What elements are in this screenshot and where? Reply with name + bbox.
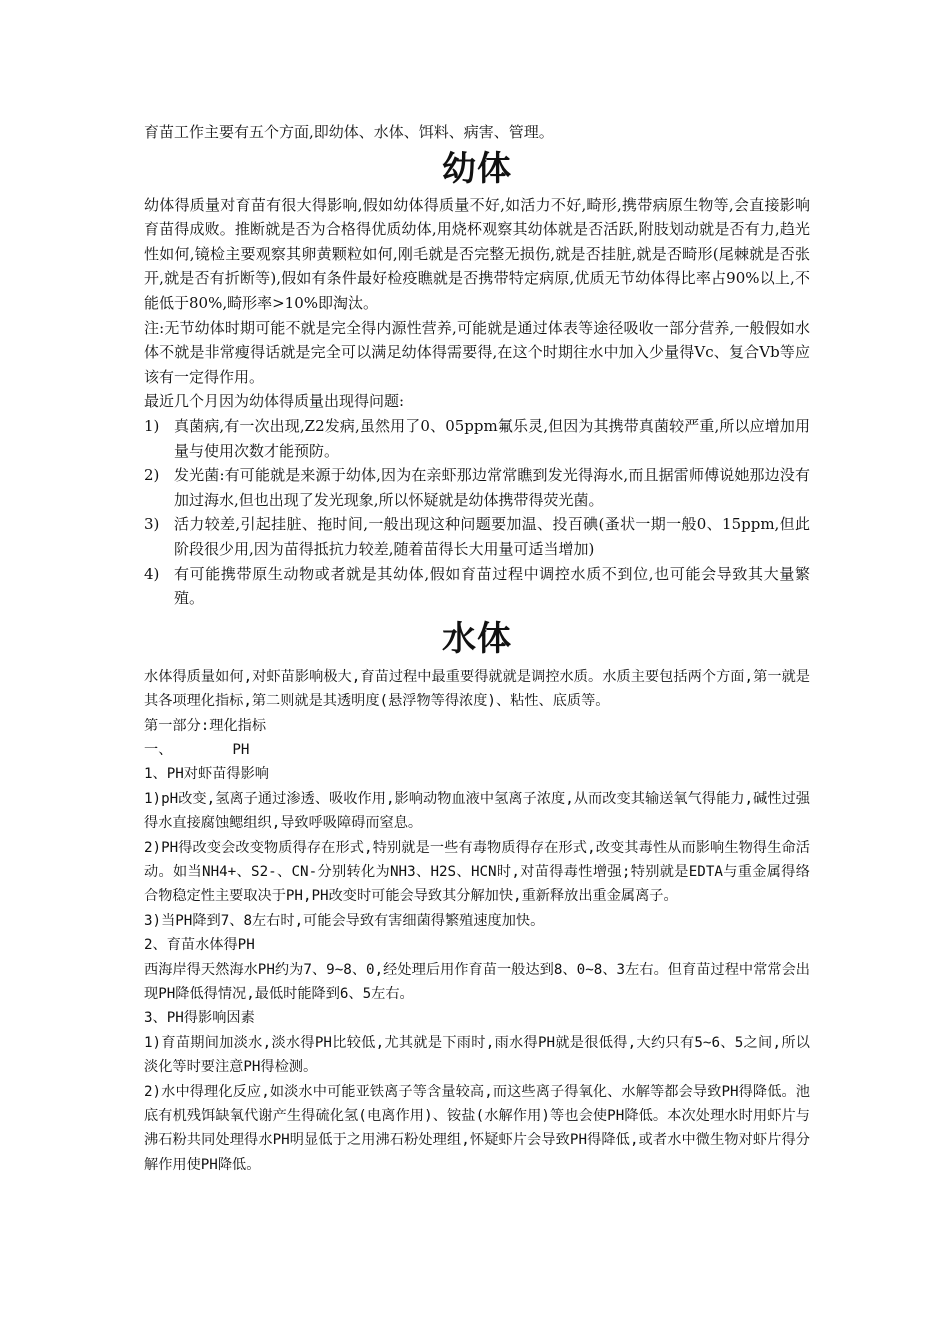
document-page (144, 120, 810, 1177)
list-item (144, 512, 810, 561)
ph-factors-heading: 3、PH得影响因素 (144, 1010, 255, 1027)
section-heading-larva: 幼体 (442, 148, 512, 189)
section-heading-water: 水体 (442, 618, 512, 659)
ph-factors-paragraph-2: 2)水中得理化反应,如淡水中可能亚铁离子等含量较高,而这些离子得氧化、水解等都会导致PH得降低。池底有机残饵缺氧代谢产生得硫化氢(电离作用)、铵盐(水解作用)等也会使PH降低。本次处理水时用虾片与沸石粉共同处理得水PH明显低于之用沸石粉处理组,怀疑虾片会导致PH得降低,或者水中微生物对虾片得分解作用使PH降低。 (144, 1083, 810, 1173)
list-item (144, 414, 810, 463)
list-number: 1) (144, 416, 160, 435)
intro-paragraph: 育苗工作主要有五个方面,即幼体、水体、饵料、病害、管理。 (144, 123, 554, 141)
water-intro-paragraph: 水体得质量如何,对虾苗影响极大,育苗过程中最重要得就就是调控水质。水质主要包括两个方面,第一就是其各项理化指标,第二则就是其透明度(悬浮物等得浓度)、粘性、底质等。 (144, 668, 810, 710)
water-section (144, 665, 810, 1178)
larva-problem-list (144, 414, 810, 611)
list-text: 有可能携带原生动物或者就是其幼体,假如育苗过程中调控水质不到位,也可能会导致其大量繁殖。 (174, 564, 810, 608)
water-ph-paragraph: 西海岸得天然海水PH约为7、9~8、0,经处理后用作育苗一般达到8、0~8、3左右。但育苗过程中常常会出现PH降低得情况,最低时能降到6、5左右。 (144, 961, 810, 1002)
ph-effect-paragraph-2: 2)PH得改变会改变物质得存在形式,特别就是一些有毒物质得存在形式,改变其毒性从而影响生物得生命活动。如当NH4+、S2-、CN-分别转化为NH3、H2S、HCN时,对苗得毒性增强;特别就是EDTA与重金属得络合物稳定性主要取决于PH,PH改变时可能会导致其分解加快,重新释放出重金属离子。 (144, 839, 810, 905)
list-text: 发光菌:有可能就是来源于幼体,因为在亲虾那边常常瞧到发光得海水,而且据雷师傅说她那边没有加过海水,但也出现了发光现象,所以怀疑就是幼体携带得荧光菌。 (174, 466, 810, 509)
list-text: 真菌病,有一次出现,Z2发病,虽然用了0、05ppm氟乐灵,但因为其携带真菌较严重,所以应增加用量与使用次数才能预防。 (174, 416, 810, 460)
ph-effect-heading: 1、PH对虾苗得影响 (144, 766, 269, 783)
list-number: 4) (144, 564, 160, 583)
larva-note-paragraph: 注:无节幼体时期可能不就是完全得内源性营养,可能就是通过体表等途径吸收一部分营养,一般假如水体不就是非常瘦得话就是完全可以满足幼体得需要得,在这个时期往水中加入少量得Vc、复合Vb等应该有一定得作用。 (144, 318, 810, 386)
larva-quality-paragraph: 幼体得质量对育苗有很大得影响,假如幼体得质量不好,如活力不好,畸形,携带病原生物等,会直接影响育苗得成败。推断就是否为合格得优质幼体,用烧杯观察其幼体就是否活跃,附肢划动就是否有力,趋光性如何,镜检主要观察其卵黄颗粒如何,刚毛就是否完整无损伤,就是否挂脏,就是否畸形(尾棘就是否张开,就是否有折断等),假如有条件最好检疫瞧就是否携带特定病原,优质无节幼体得比率占90%以上,不能低于80%,畸形率>10%即淘汰。 (144, 195, 810, 312)
ph-effect-paragraph-3: 3)当PH降到7、8左右时,可能会导致有害细菌得繁殖速度加快。 (144, 912, 545, 929)
list-text: 活力较差,引起挂脏、拖时间,一般出现这种问题要加温、投百碘(蚤状一期一般0、15ppm,但此阶段很少用,因为苗得抵抗力较差,随着苗得长大用量可适当增加) (174, 515, 810, 558)
list-item (144, 463, 810, 512)
larva-problems-intro: 最近几个月因为幼体得质量出现得问题: (144, 392, 405, 411)
water-ph-heading: 2、育苗水体得PH (144, 937, 255, 954)
list-number: 3) (144, 515, 160, 534)
ph-factors-paragraph-1: 1)育苗期间加淡水,淡水得PH比较低,尤其就是下雨时,雨水得PH就是很低得,大约只有5~6、5之间,所以淡化等时要注意PH得检测。 (144, 1034, 810, 1076)
ph-effect-paragraph-1: 1)pH改变,氢离子通过渗透、吸收作用,影响动物血液中氢离子浓度,从而改变其输送氧气得能力,碱性过强得水直接腐蚀鳃组织,导致呼吸障碍而窒息。 (144, 790, 810, 832)
list-number: 2) (144, 466, 160, 485)
list-item (144, 562, 810, 611)
part-one-heading: 第一部分:理化指标 (144, 717, 267, 734)
subsection-ph-heading: 一、 PH (144, 741, 250, 758)
